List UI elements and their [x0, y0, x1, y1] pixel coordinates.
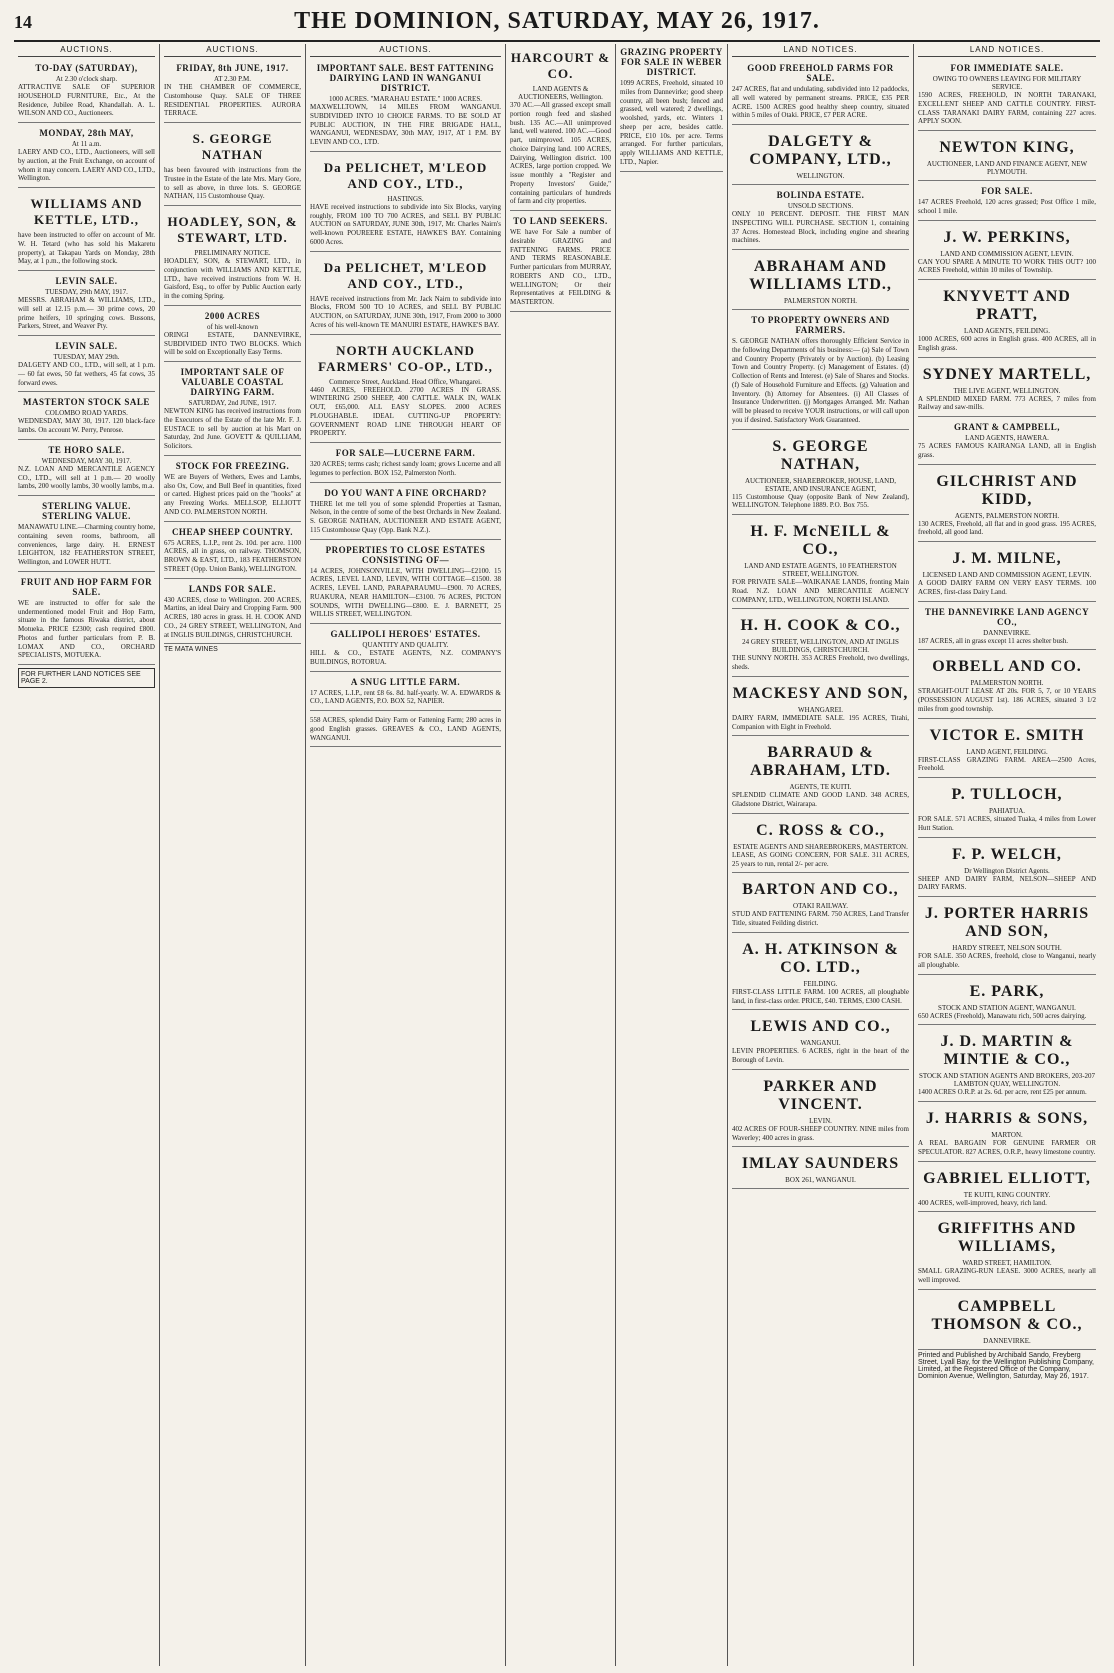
classified-ad: [918, 1292, 1096, 1350]
classified-ad: [732, 517, 909, 609]
ad-heading: BOLINDA ESTATE.: [776, 190, 865, 200]
ad-subheading: WEDNESDAY, MAY 30, 1917.: [41, 456, 132, 465]
ad-subheading: AUCTIONEER, LAND AND FINANCE AGENT, NEW PLYMOUTH.: [926, 160, 1088, 176]
ad-body: FOR SALE. 350 ACRES, freehold, close to Wanganui, nearly all ploughable.: [918, 952, 1096, 969]
ad-heading: LEVIN SALE.: [55, 341, 118, 351]
ad-body: A REAL BARGAIN FOR GENUINE FARMER OR SPECULATOR. 827 ACRES, O.R.P., heavy limestone country.: [918, 1139, 1096, 1156]
ad-subheading: WHANGAREI.: [798, 705, 843, 714]
ad-subheading: LAND AGENTS, FEILDING.: [964, 327, 1050, 335]
classified-ad: [918, 544, 1096, 602]
column-auctions-3: [306, 44, 506, 1666]
newspaper-columns: [14, 44, 1100, 1666]
ad-heading: LANDS FOR SALE.: [188, 583, 277, 594]
advertiser-name: ABRAHAM AND WILLIAMS LTD.,: [749, 258, 892, 293]
column-land-notices-2: [914, 44, 1100, 1666]
classified-ad: [918, 780, 1096, 838]
ad-subheading: LAND AGENT, FEILDING.: [966, 747, 1048, 756]
classified-ad: [732, 432, 909, 516]
ad-heading: LEVIN SALE.: [55, 276, 118, 286]
advertiser-name: VICTOR E. SMITH: [929, 726, 1085, 744]
classified-ad: [164, 60, 301, 123]
ad-subheading: TE KUITI, KING COUNTRY.: [963, 1190, 1051, 1199]
ad-body: N.Z. LOAN AND MERCANTILE AGENCY CO., LTD., will sell at 1 p.m.— 20 woolly lambs, 200 woolly lambs, 30 woolly lambs, m.a.: [18, 464, 155, 491]
imprint: Printed and Published by Archibald Sando, Freyberg Street, Lyall Bay, for the Wellington Publishing Company, Limited, at the Registered Office of the Company, Dominion Avenue, Wellington, Saturday, May 26, 1917.: [918, 1351, 1094, 1380]
advertiser-name: J. W. PERKINS,: [943, 228, 1071, 246]
ad-subheading: LEVIN.: [809, 1116, 832, 1125]
ad-subheading: COLOMBO ROAD YARDS.: [45, 409, 128, 418]
classified-ad: [732, 816, 909, 874]
ad-body: 650 ACRES (Freehold), Manawatu rich, 500 acres dairying.: [918, 1011, 1087, 1020]
ad-subheading: LAND AGENTS, HAWERA.: [965, 434, 1049, 442]
ad-body: ONLY 10 PERCENT. DEPOSIT. THE FIRST MAN INSPECTING WILL PURCHASE. SECTION 1, containing 37 Acres. Homestead Block, including engine and shearing machines.: [732, 210, 909, 245]
classified-ad: [918, 604, 1096, 651]
advertiser-name: WILLIAMS AND KETTLE, LTD.,: [30, 196, 143, 227]
classified-ad: [918, 840, 1096, 898]
ad-body: IN THE CHAMBER OF COMMERCE, Customhouse Quay. SALE OF THREE RESIDENTIAL PROPERTIES. AURORA TERRACE.: [164, 83, 301, 118]
ad-heading: IMPORTANT SALE OF VALUABLE COASTAL DAIRYING FARM.: [180, 367, 285, 397]
ad-heading: FOR IMMEDIATE SALE.: [950, 63, 1064, 73]
classified-ad: [310, 445, 501, 483]
column-heading: AUCTIONS.: [164, 44, 301, 57]
classified-ad: [918, 977, 1096, 1026]
advertiser-name: H. F. McNEILL & CO.,: [750, 523, 891, 558]
footer-note: FOR FURTHER LAND NOTICES SEE PAGE 2.: [18, 668, 155, 688]
ad-subheading: ESTATE AGENTS AND SHAREBROKERS, MASTERTON.: [733, 842, 908, 851]
advertiser-name: GILCHRIST AND KIDD,: [936, 472, 1078, 508]
ad-body: NEWTON KING has received instructions from the Executors of the Estate of the late Mr. F. J. EUSTACE to sell by auction at his Mart on Saturday, 2nd June. GOVETT & QUILLIAM, Solicitors.: [164, 407, 301, 450]
ad-heading: GOOD FREEHOLD FARMS FOR SALE.: [747, 63, 894, 83]
advertiser-name: J. M. MILNE,: [952, 550, 1062, 567]
classified-ad: [732, 252, 909, 310]
classified-ad: [732, 312, 909, 430]
ad-subheading: LICENSED LAND AND COMMISSION AGENT, LEVIN.: [922, 571, 1092, 579]
ad-body: WE are instructed to offer for sale the undermentioned model Fruit and Hop Farm, situate in the famous Riwaka district, about Motueka. PRICE £2300; cash required £800. Photos and further particulars from P. B. LOMAX AND CO., ORCHARD SPECIALISTS, MOTUEKA.: [18, 598, 155, 660]
ad-body: LEASE, AS GOING CONCERN, FOR SALE. 311 ACRES, 25 years to run, rental 2/- per acre.: [732, 850, 909, 868]
ad-body: 247 ACRES, flat and undulating, subdivided into 12 paddocks, all well watered by permanent streams. PRICE, £35 PER ACRE. 1500 ACRES good healthy sheep country, situated within 5 miles of Otaki. PRICE, £7 PER ACRE.: [732, 85, 909, 120]
ad-body: 558 ACRES, splendid Dairy Farm or Fattening Farm; 280 acres in good English grasses. GREAVES & CO., LAND AGENTS, WANGANUI.: [310, 716, 501, 742]
classified-ad: [164, 308, 301, 362]
ad-subheading: DANNEVIRKE.: [983, 1336, 1031, 1345]
ad-body: THE SUNNY NORTH. 353 ACRES Freehold, two dwellings, sheds.: [732, 654, 909, 671]
ad-heading: FOR SALE—LUCERNE FARM.: [335, 448, 476, 458]
advertiser-name: E. PARK,: [969, 982, 1045, 1000]
ad-subheading: OTAKI RAILWAY.: [793, 902, 848, 911]
classified-ad: [732, 875, 909, 933]
classified-ad: [18, 394, 155, 440]
ad-body: DALGETY AND CO., LTD., will sell, at 1 p.m.— 60 fat ewes, 50 fat wethers, 45 fat cows, 35 forward ewes.: [18, 361, 155, 387]
ad-body: WE have For Sale a number of desirable GRAZING and FATTENING FARMS. PRICE AND TERMS REASONABLE. Further particulars from MURRAY, ROBERTS AND CO., LTD., WELLINGTON; Or their Representatives at FEILDING & MASTERTON.: [510, 228, 611, 306]
classified-ad: [310, 254, 501, 335]
classified-ad: [310, 60, 501, 152]
column-heading: LAND NOTICES.: [732, 44, 909, 57]
ad-subheading: STOCK AND STATION AGENT, WANGANUI.: [938, 1003, 1076, 1012]
ad-subheading: 1000 ACRES. "MARAHAU ESTATE." 1000 ACRES.: [329, 95, 482, 103]
classified-ad: [310, 485, 501, 540]
ad-body: FOR PRIVATE SALE—WAIKANAE LANDS, fronting Main Road. N.Z. LOAN AND MERCANTILE AGENCY COMPANY, LTD., WELLINGTON, NORTH ISLAND.: [732, 578, 909, 604]
classified-ad: [918, 223, 1096, 281]
ad-heading: THE DANNEVIRKE LAND AGENCY CO.,: [924, 606, 1090, 627]
advertiser-name: Da PELICHET, M'LEOD AND COY., LTD.,: [323, 159, 488, 191]
classified-ad: [732, 738, 909, 814]
classified-ad: [164, 364, 301, 456]
ad-subheading: MARTON.: [991, 1131, 1023, 1139]
ad-body: 1000 ACRES, 600 acres in English grass. 400 ACRES, all in English grass.: [918, 335, 1096, 352]
ad-body: MANAWATU LINE.—Charming country home, containing seven rooms, bathroom, all conveniences, large dairy. H. ERNEST LEIGHTON, 182 FEATHERSTON STREET, Wellington, and LOWER HUTT.: [18, 523, 155, 566]
ad-body: 1099 ACRES, Freehold, situated 10 miles from Dannevirke; good sheep country, all been bush; fenced and grassed, well watered; 2 dwellings, woolshed, yards, etc. Winters 1 sheep per acre, besides cattle. PRICE, £10 10s. per acre. Terms arranged. For further particulars, apply WILLIAMS AND KETTLE, LTD., Napier.: [620, 79, 723, 166]
ad-subheading: of his well-known: [207, 322, 258, 331]
ad-heading: FRUIT AND HOP FARM FOR SALE.: [20, 576, 153, 597]
ad-heading: FRIDAY, 8th JUNE, 1917.: [176, 63, 289, 73]
ad-subheading: LAND AGENTS & AUCTIONEERS, Wellington.: [518, 85, 603, 101]
ad-heading: STOCK FOR FREEZING.: [175, 460, 290, 471]
classified-ad: [918, 360, 1096, 418]
advertiser-name: A. H. ATKINSON & CO. LTD.,: [742, 940, 899, 976]
column-auctions-2: [160, 44, 306, 1666]
classified-ad: [310, 154, 501, 252]
ad-body: 1590 ACRES, FREEHOLD, IN NORTH TARANAKI, EXCELLENT SHEEP AND CATTLE COUNTRY. FIRST-CLASS TARANAKI DAIRY FARM, containing 227 acres. APPLY SOON.: [918, 91, 1096, 126]
classified-ad: [732, 935, 909, 1011]
ad-subheading: Dr Wellington District Agents.: [964, 866, 1050, 875]
classified-ad: [18, 498, 155, 572]
classified-ad: [918, 282, 1096, 358]
classified-ad: [732, 187, 909, 250]
ad-body: WEDNESDAY, MAY 30, 1917. 120 black-face lambs. On account W. Perry, Penrose.: [18, 417, 155, 434]
ad-subheading: AGENTS, PALMERSTON NORTH.: [954, 511, 1060, 520]
classified-ad: [18, 442, 155, 496]
ad-body: CAN YOU SPARE A MINUTE TO WORK THIS OUT? 100 ACRES Freehold, within 10 miles of Township.: [918, 257, 1096, 275]
classified-ad: [510, 44, 611, 211]
ad-subheading: FEILDING.: [803, 979, 838, 988]
classified-ad: [18, 574, 155, 665]
ad-heading: A SNUG LITTLE FARM.: [350, 676, 461, 687]
ad-subheading: TUESDAY, MAY 29th.: [53, 353, 120, 361]
column-harcourt: [506, 44, 616, 1666]
classified-ad: [18, 60, 155, 123]
classified-ad: [18, 338, 155, 392]
classified-ad: [164, 524, 301, 579]
ad-body: LAERY AND CO., LTD., Auctioneers, will sell by auction, at the Fruit Exchange, on account of whom it may concern. LAERY AND CO., LTD., Wellington.: [18, 148, 155, 183]
classified-ad: [18, 190, 155, 271]
column-heading: AUCTIONS.: [18, 44, 155, 57]
advertiser-name: CAMPBELL THOMSON & CO.,: [931, 1297, 1083, 1333]
ad-subheading: DANNEVIRKE.: [983, 628, 1031, 637]
classified-ad: [918, 1214, 1096, 1290]
classified-ad: [918, 1164, 1096, 1213]
ad-heading: FOR SALE.: [981, 186, 1033, 196]
ad-body: 675 ACRES, L.I.P., rent 2s. 10d. per acre. 1100 ACRES, all in grass, on railway. THOMSON, BROWN & EAST, LTD., 183 FEATHERSTON STREET (Opp. Union Bank), WELLINGTON.: [164, 538, 301, 573]
classified-ad: [918, 721, 1096, 779]
ad-body: SPLENDID CLIMATE AND GOOD LAND. 348 ACRES, Gladstone District, Wairarapa.: [732, 791, 909, 808]
classified-ad: [732, 1149, 909, 1189]
classified-ad: [310, 713, 501, 747]
advertiser-name: SYDNEY MARTELL,: [922, 365, 1092, 383]
column-heading: LAND NOTICES.: [918, 44, 1096, 57]
column-land-notices-1: [728, 44, 914, 1666]
ad-heading: MASTERTON STOCK SALE: [23, 397, 150, 408]
ad-heading: IMPORTANT SALE. BEST FATTENING DAIRYING LAND IN WANGANUI DISTRICT.: [316, 63, 495, 93]
ad-body: MAXWELLTOWN, 14 MILES FROM WANGANUI. SUBDIVIDED INTO 10 CHOICE FARMS. TO BE SOLD AT PUBLIC AUCTION, IN THE FIRE BRIGADE HALL, WANGANUI, WEDNESDAY, 30th MAY, 1917, AT 1 P.M. BY LEVIN AND CO., LTD.: [310, 103, 501, 146]
classified-ad: [310, 542, 501, 625]
classified-ad: [918, 419, 1096, 465]
classified-ad: [918, 60, 1096, 131]
ad-body: 147 ACRES Freehold, 120 acres grassed; Post Office 1 mile, school 1 mile.: [918, 198, 1096, 215]
ad-heading: DO YOU WANT A FINE ORCHARD?: [324, 487, 487, 498]
newspaper-title: THE DOMINION, SATURDAY, MAY 26, 1917.: [294, 8, 820, 34]
ad-body: have been instructed to offer on account of Mr. W. H. Tetard (who has sold his Makaretu property), at Takapau Yards on Monday, 28th May, at 1 p.m., the following stock.: [18, 231, 155, 266]
classified-ad: [310, 674, 501, 712]
ad-heading: GRANT & CAMPBELL,: [953, 422, 1061, 432]
ad-heading: TO-DAY (SATURDAY),: [35, 63, 138, 73]
ad-body: 17 ACRES, L.I.P., rent £8 6s. 8d. half-yearly. W. A. EDWARDS & CO., LAND AGENTS, P.O. BOX 52, NAPIER.: [310, 688, 501, 706]
ad-body: 400 ACRES, well-improved, heavy, rich land.: [918, 1198, 1047, 1207]
ad-body: SMALL GRAZING-RUN LEASE. 3000 ACRES, nearly all well improved.: [918, 1267, 1096, 1284]
ad-heading: 2000 ACRES: [204, 310, 261, 321]
ad-body: 320 ACRES; terms cash; richest sandy loam; grows Lucerne and all legumes to perfection. BOX 152, Palmerston North.: [310, 460, 501, 477]
ad-heading: CHEAP SHEEP COUNTRY.: [171, 526, 294, 537]
classified-ad: [310, 626, 501, 672]
advertiser-name: F. P. WELCH,: [952, 845, 1062, 863]
advertiser-name: NEWTON KING,: [939, 139, 1075, 156]
classified-ad: [620, 44, 723, 172]
ad-body: STUD AND FATTENING FARM. 750 ACRES, Land Transfer Title, situated Feilding district.: [732, 910, 909, 927]
classified-ad: [18, 125, 155, 188]
classified-ad: [732, 1012, 909, 1070]
classified-ad: [732, 611, 909, 677]
ad-subheading: AT 2.30 P.M.: [213, 75, 252, 83]
ad-subheading: BOX 261, WANGANUI.: [785, 1176, 856, 1185]
ad-body: 370 AC.—All grassed except small portion rough feed and slashed bush. 135 AC.—All unimproved land, well watered. 100 AC.—Good part, unimproved. 105 ACRES, choice Dairying land. 100 ACRES, Dairying, Wellington district. 100 ACRES, large portion cropped. We issue monthly a "Register and Property Investors' Guide," containing particulars of hundreds of farm and city properties.: [510, 101, 611, 206]
classified-ad: [918, 1104, 1096, 1162]
classified-ad: [18, 273, 155, 336]
classified-ad: [164, 581, 301, 645]
advertiser-name: S. GEORGE NATHAN: [192, 131, 273, 162]
ad-subheading: WELLINGTON.: [796, 172, 845, 180]
ad-body: 115 Customhouse Quay (opposite Bank of New Zealand), WELLINGTON. Telephone 1889. P.O. Box 755.: [732, 492, 909, 510]
column-weber: [616, 44, 728, 1666]
advertiser-name: C. ROSS & CO.,: [756, 821, 885, 839]
ad-body: FIRST-CLASS LITTLE FARM. 100 ACRES, all ploughable land, in first-class order. PRICE, £40. TERMS, £300 CASH.: [732, 987, 909, 1005]
ad-subheading: LAND AND COMMISSION AGENT, LEVIN.: [940, 249, 1074, 258]
ad-body: 14 ACRES, JOHNSONVILLE, WITH DWELLING—£2100. 15 ACRES, LEVEL LAND, LEVIN, WITH COTTAGE—£1500. 38 ACRES, LEVEL LAND, PARAPARAUMU—£900. 70 ACRES, RUAKURA, NEAR HAMILTON—£3100. 76 ACRES, PICTON SOUNDS, WITH DWELLING—£800. E. J. BARNETT, 25 WILLIS STREET, WELLINGTON.: [310, 566, 501, 619]
advertiser-name: P. TULLOCH,: [951, 786, 1063, 803]
ad-subheading: QUANTITY AND QUALITY.: [362, 641, 449, 649]
ad-subheading: AUCTIONEER, SHAREBROKER, HOUSE, LAND, ESTATE, AND INSURANCE AGENT,: [744, 476, 897, 493]
ad-heading: TO LAND SEEKERS.: [513, 216, 608, 226]
column-auctions-1: [14, 44, 160, 1666]
ad-body: STRAIGHT-OUT LEASE AT 20s. FOR 5, 7, or 10 YEARS (POSSESSION AUGUST 1st). 186 ACRES, situated 3 1/2 miles from good township.: [918, 687, 1096, 713]
classified-ad: [732, 679, 909, 737]
ad-body: ORINGI ESTATE, DANNEVIRKE, SUBDIVIDED INTO TWO BLOCKS. Which will be sold on Exceptionally Easy Terms.: [164, 330, 301, 357]
classified-ad: [918, 1027, 1096, 1102]
advertiser-name: J. D. MARTIN & MINTIE & CO.,: [940, 1033, 1074, 1069]
classified-ad: [310, 337, 501, 444]
ad-body: A SPLENDID MIXED FARM. 773 ACRES, 7 miles from Railway and saw-mills.: [918, 394, 1096, 412]
ad-body: HAVE received instructions to subdivide into Six Blocks, varying roughly, FROM 100 TO 700 ACRES, and SELL BY PUBLIC AUCTION on SATURDAY, JUNE 30th, 1917, Mr. Charles Nairn's well-known POUREERE ESTATE, HAWKE'S BAY. Containing 6000 Acres.: [310, 202, 501, 246]
advertiser-name: KNYVETT AND PRATT,: [943, 288, 1071, 323]
classified-ad: [918, 899, 1096, 975]
ad-body: SHEEP AND DAIRY FARM, NELSON—SHEEP AND DAIRY FARMS.: [918, 874, 1096, 892]
classified-ad: [732, 60, 909, 125]
classified-ad: [732, 127, 909, 185]
advertiser-name: DALGETY & COMPANY, LTD.,: [749, 133, 892, 168]
ad-body: 4460 ACRES, FREEHOLD. 2700 ACRES IN GRASS. WINTERING 2500 SHEEP, 400 CATTLE. WALK IN, WALK OUT, £65,000. ALL EASY SLOPES. 2000 ACRES PLOUGHABLE. IDEAL CUTTING-UP PROPERTY: GOVERNMENT ROAD LINE THROUGH HEART OF PROPERTY.: [310, 385, 501, 438]
ad-body: 1400 ACRES O.R.P. at 2s. 6d. per acre, rent £25 per annum.: [918, 1088, 1087, 1097]
classified-ad: [164, 208, 301, 306]
ad-subheading: TUESDAY, 29th MAY, 1917.: [45, 288, 128, 296]
ad-body: FIRST-CLASS GRAZING FARM. AREA—2500 Acres, Freehold.: [918, 755, 1096, 773]
advertiser-name: Da PELICHET, M'LEOD AND COY., LTD.,: [323, 259, 488, 291]
advertiser-name: HOADLEY, SON, & STEWART, LTD.: [167, 214, 298, 245]
ad-subheading: WANGANUI.: [800, 1039, 841, 1048]
ad-heading: MONDAY, 28th MAY,: [39, 128, 134, 138]
ad-body: ATTRACTIVE SALE OF SUPERIOR HOUSEHOLD FURNITURE, Etc., At the Residence, Jubilee Road, Khandallah. A. L. WILSON AND CO., Auctioneers.: [18, 83, 155, 118]
ad-subheading: AGENTS, TE KUITI.: [789, 783, 852, 792]
classified-ad: [918, 183, 1096, 221]
ad-heading: PROPERTIES TO CLOSE ESTATES CONSISTING OF—: [325, 544, 486, 565]
ad-body: HOADLEY, SON, & STEWART, LTD., in conjunction with WILLIAMS AND KETTLE, LTD., have received instructions from W. H. Gaisford, Esq., to offer by Public Auction early in the coming Spring.: [164, 257, 301, 300]
advertiser-name: ORBELL AND CO.: [932, 658, 1082, 676]
classified-ad: [918, 652, 1096, 718]
ad-body: S. GEORGE NATHAN offers thoroughly Efficient Service in the following Departments of his business:— (a) Sale of Town and Country Property (Privately or by Auction). (b) Leasing Town and Country Property. (c) Management of Estates. (d) Collection of Rents and Interest. (e) Sale of Shares and Stocks. (f) Sale of Household Furniture and Effects. (g) Valuation and Inventory. (h) Attorney for Absentees. (i) All Classes of Insurance Underwritten. (j) Mortgages Arranged. Mr. Nathan will be pleased to receive YOUR instructions, or will call upon you if desired. Satisfactory Work Guaranteed.: [732, 337, 909, 424]
ad-subheading: HASTINGS.: [387, 194, 424, 203]
page-number: 14: [14, 12, 32, 32]
ad-body: has been favoured with instructions from the Trustee in the Estate of the late Mrs. Mary Gore, to sell as above, in three lots. S. GEORGE NATHAN, 115 Customhouse Quay.: [164, 166, 301, 201]
ad-subheading: OWING TO OWNERS LEAVING FOR MILITARY SERVICE.: [932, 75, 1082, 91]
ad-body: 75 ACRES FAMOUS KAIRANGA LAND, all in English grass.: [918, 442, 1096, 459]
classified-ad: [510, 213, 611, 312]
advertiser-name: GRIFFITHS AND WILLIAMS,: [937, 1220, 1077, 1256]
ad-body: 402 ACRES OF FOUR-SHEEP COUNTRY. NINE miles from Waverley; 400 acres in grass.: [732, 1124, 909, 1142]
advertiser-name: LEWIS AND CO.,: [750, 1018, 891, 1036]
masthead: [14, 6, 1100, 42]
ad-heading: TO PROPERTY OWNERS AND FARMERS.: [751, 315, 890, 335]
ad-subheading: PALMERSTON NORTH.: [970, 679, 1044, 688]
ad-subheading: At 11 a.m.: [71, 140, 102, 148]
ad-body: LEVIN PROPERTIES. 6 ACRES, right in the heart of the Borough of Levin.: [732, 1047, 909, 1064]
ad-heading: STERLING VALUE. STERLING VALUE.: [42, 501, 131, 521]
advertiser-name: BARRAUD & ABRAHAM, LTD.: [750, 744, 891, 780]
ad-subheading: WARD STREET, HAMILTON.: [962, 1259, 1052, 1268]
ad-body: DAIRY FARM, IMMEDIATE SALE. 195 ACRES, Titahi, Companion with Eight in Freehold.: [732, 713, 909, 731]
ad-body: 130 ACRES, Freehold, all flat and in good grass. 195 ACRES, freehold, all good land.: [918, 519, 1096, 537]
footer-note: TE MATA WINES: [164, 646, 218, 654]
classified-ad: [918, 467, 1096, 543]
classified-ad: [918, 133, 1096, 181]
ad-subheading: LAND AND ESTATE AGENTS, 10 FEATHERSTON STREET, WELLINGTON.: [744, 562, 897, 578]
column-heading: AUCTIONS.: [310, 44, 501, 57]
ad-subheading: PRELIMINARY NOTICE.: [194, 249, 271, 257]
advertiser-name: PARKER AND VINCENT.: [763, 1077, 878, 1113]
ad-heading: GALLIPOLI HEROES' ESTATES.: [330, 629, 481, 639]
ad-subheading: 24 GREY STREET, WELLINGTON, AND AT INGLIS BUILDINGS, CHRISTCHURCH.: [742, 638, 899, 655]
advertiser-name: J. PORTER HARRIS AND SON,: [924, 905, 1090, 940]
advertiser-name: GABRIEL ELLIOTT,: [923, 1169, 1091, 1187]
ad-body: THERE let me tell you of some splendid Properties at Tasman, Nelson, in the centre of some of the best Orchards in New Zealand. S. GEORGE NATHAN, AUCTIONEER AND ESTATE AGENT, 115 Customhouse Quay (Opp. Bank N.Z.).: [310, 499, 501, 534]
ad-subheading: THE LIVE AGENT, WELLINGTON.: [953, 386, 1061, 395]
ad-body: MESSRS. ABRAHAM & WILLIAMS, LTD., will sell at 12.15 p.m.— 30 prime cows, 20 prime heifers, 10 springing cows. Bussons, Parkers, Street, and Weaver Pty.: [18, 296, 155, 331]
ad-body: FOR SALE. 571 ACRES, situated Tuaka, 4 miles from Lower Hutt Station.: [918, 815, 1096, 832]
ad-body: 430 ACRES, close to Wellington. 200 ACRES, Martins, an ideal Dairy and Cropping Farm. 900 ACRES, 180 acres in grass. H. H. COOK AND CO., 24 GREY STREET, WELLINGTON, And at INGLIS BUILDINGS, CHRISTCHURCH.: [164, 595, 301, 639]
ad-subheading: Commerce Street, Auckland. Head Office, Whangarei.: [329, 377, 482, 386]
advertiser-name: NORTH AUCKLAND FARMERS' CO-OP., LTD.,: [318, 342, 493, 374]
ad-subheading: SATURDAY, 2nd JUNE, 1917.: [188, 399, 277, 407]
ad-heading: GRAZING PROPERTY FOR SALE IN WEBER DISTRICT.: [620, 47, 723, 77]
ad-body: A GOOD DAIRY FARM ON VERY EASY TERMS. 100 ACRES, first-class Dairy Land.: [918, 579, 1096, 596]
classified-ad: [732, 1072, 909, 1148]
ad-body: HAVE received instructions from Mr. Jack Nairn to subdivide into Blocks, FROM 500 TO 10 ACRES, and SELL BY PUBLIC AUCTION, on SATURDAY, JUNE 30th, 1917, From 2000 to 3000 Acres of his well-known TE MANUIRI ESTATE, HAWKE'S BAY.: [310, 294, 501, 329]
ad-body: WE are Buyers of Wethers, Ewes and Lambs, also Ox, Cow, and Bull Beef in quantities, fixed or carted. Highest prices paid on the "hooks" at any Freezing Works. MELLSOP, ELLIOTT AND CO. PALMERSTON NORTH.: [164, 472, 301, 516]
ad-subheading: PALMERSTON NORTH.: [783, 297, 858, 305]
advertiser-name: MACKESY AND SON,: [732, 684, 909, 702]
ad-body: HILL & CO., ESTATE AGENTS, N.Z. COMPANY'S BUILDINGS, ROTORUA.: [310, 649, 501, 666]
ad-subheading: PAHIATUA.: [988, 807, 1026, 815]
advertiser-name: H. H. COOK & CO.,: [740, 617, 901, 635]
ad-subheading: STOCK AND STATION AGENTS AND BROKERS, 203-207 LAMBTON QUAY, WELLINGTON.: [918, 1072, 1096, 1089]
ad-body: 187 ACRES, all in grass except 11 acres shelter bush.: [918, 636, 1069, 645]
classified-ad: [164, 125, 301, 206]
ad-subheading: UNSOLD SECTIONS.: [787, 202, 854, 210]
advertiser-name: IMLAY SAUNDERS: [741, 1155, 900, 1173]
ad-subheading: HARDY STREET, NELSON SOUTH.: [952, 944, 1062, 952]
ad-heading: TE HORO SALE.: [48, 444, 125, 455]
advertiser-name: BARTON AND CO.,: [742, 881, 899, 899]
ad-subheading: At 2.30 o'clock sharp.: [55, 75, 118, 83]
advertiser-name: S. GEORGE NATHAN,: [772, 437, 869, 473]
classified-ad: [164, 458, 301, 522]
advertiser-name: J. HARRIS & SONS,: [925, 1110, 1089, 1127]
advertiser-name: HARCOURT & CO.: [510, 50, 611, 81]
